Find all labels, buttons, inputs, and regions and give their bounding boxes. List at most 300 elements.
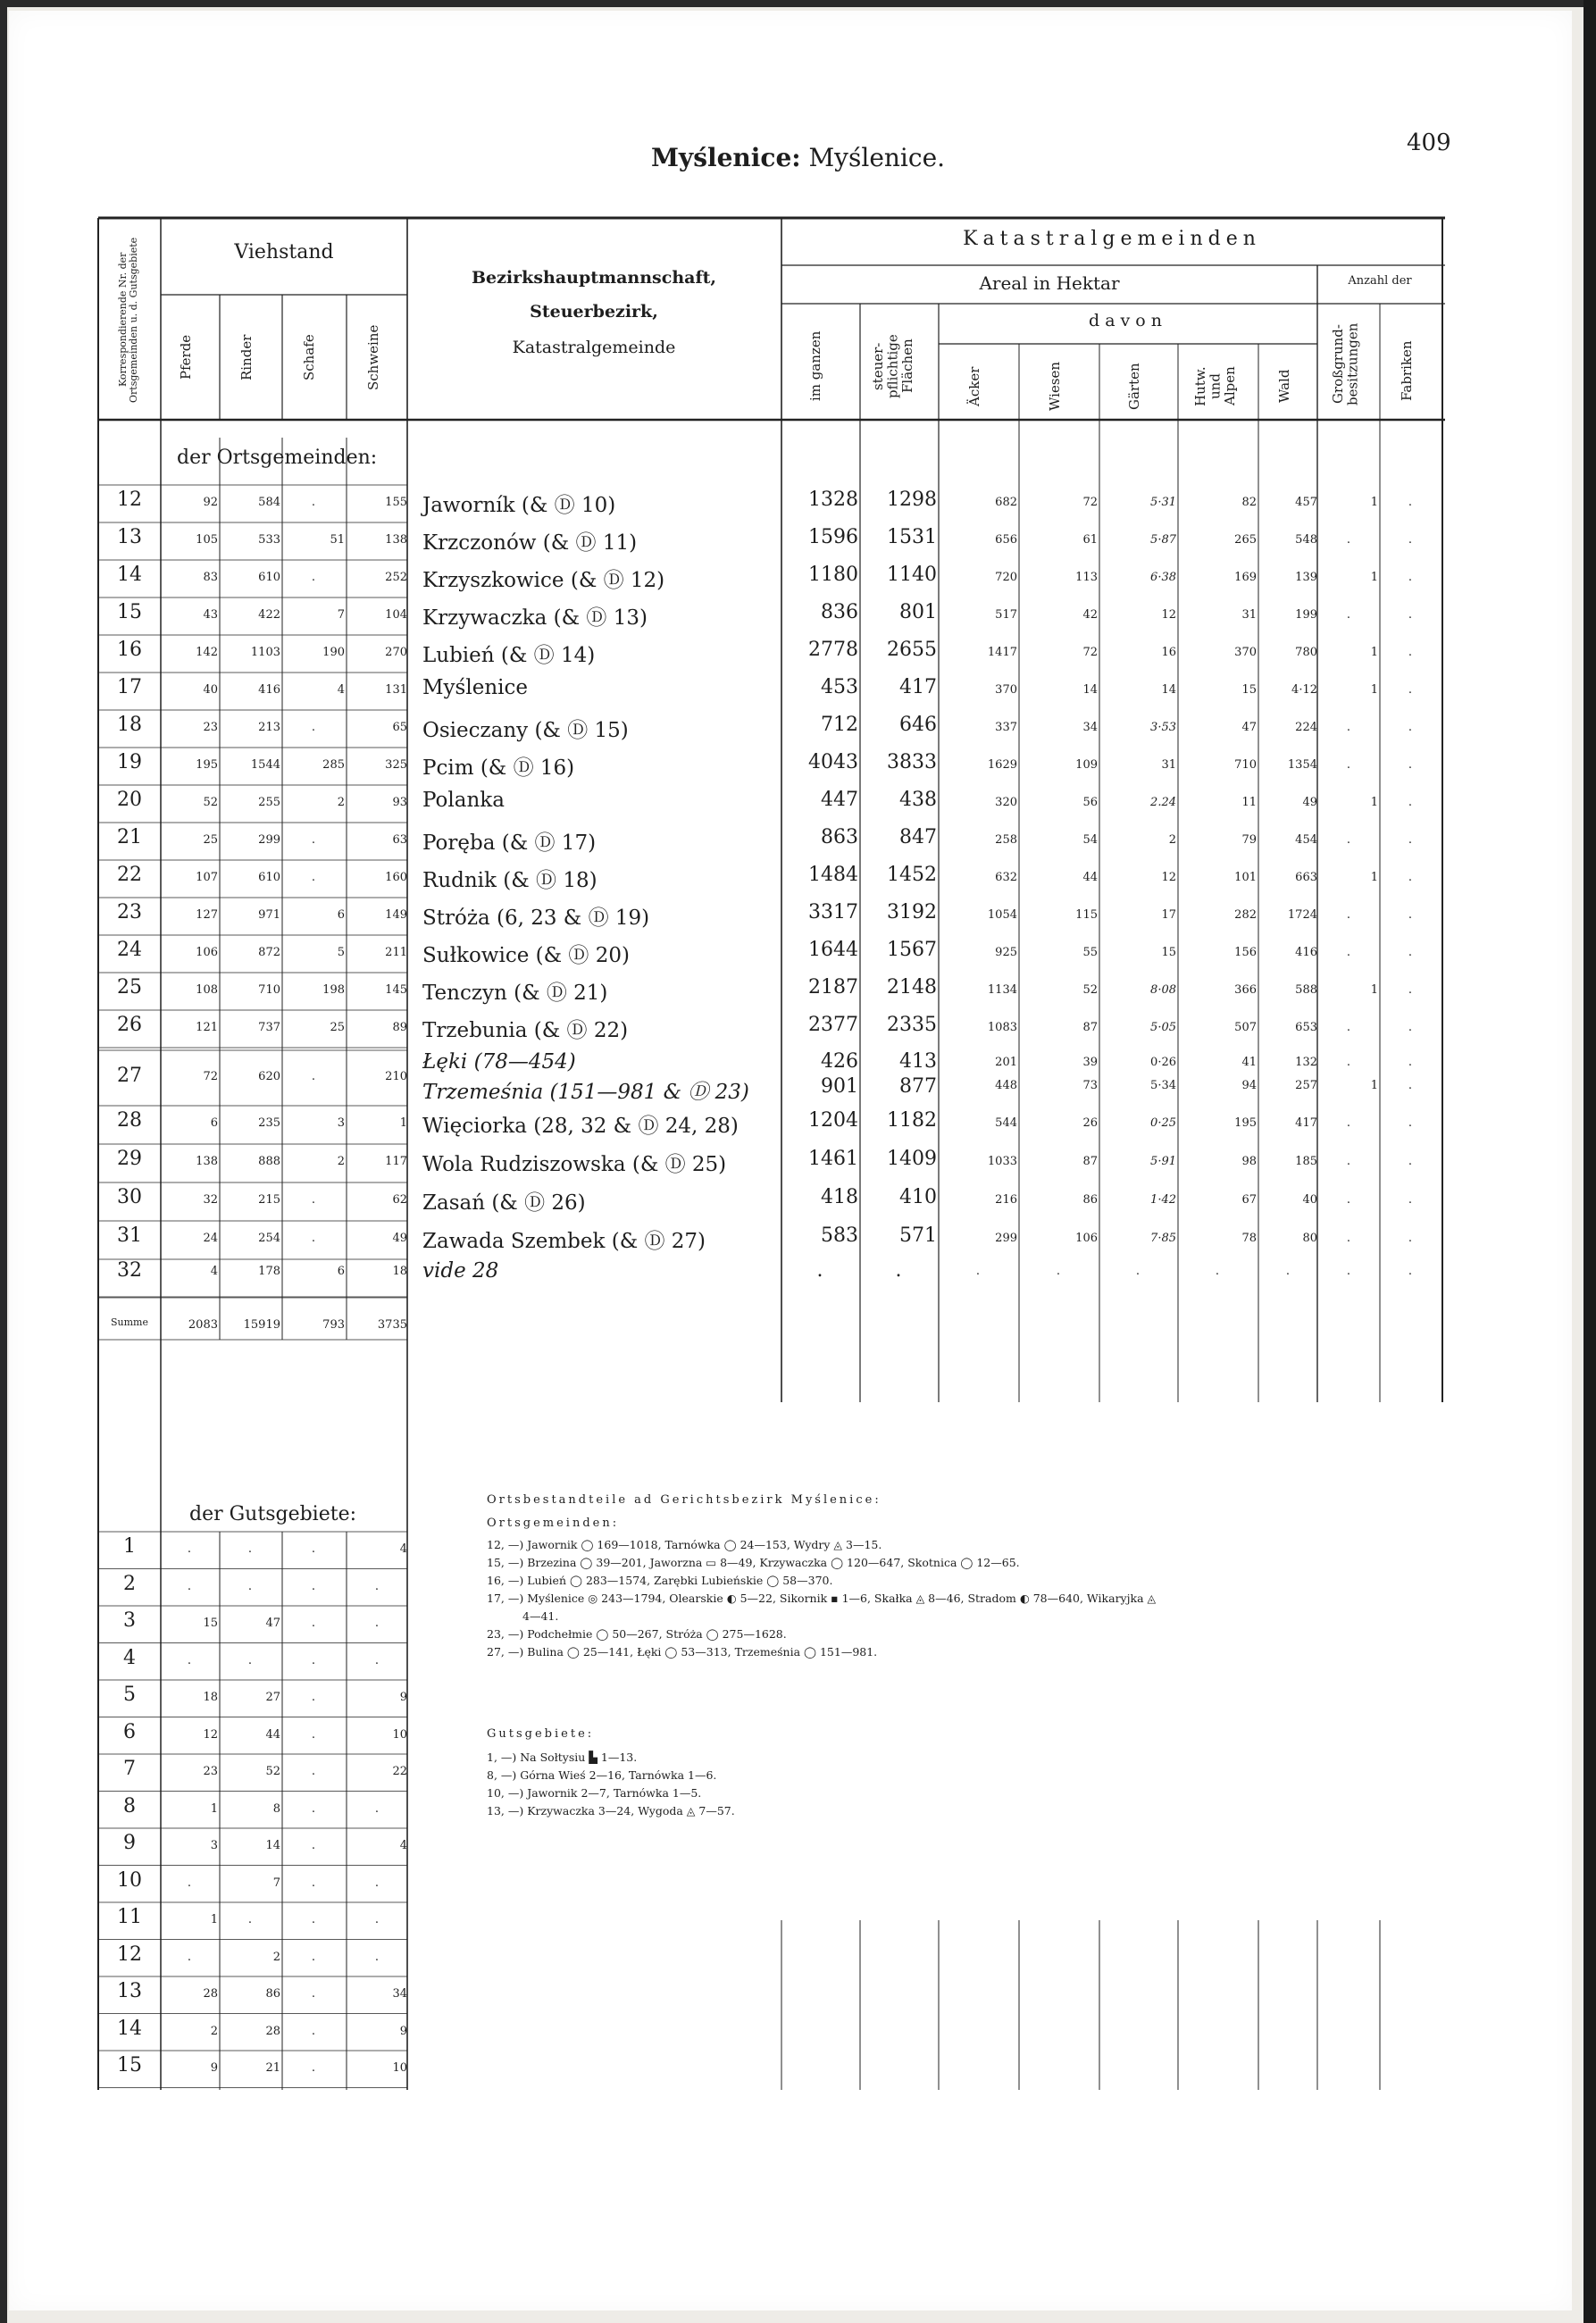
cell-im-ganzen: 2187 — [808, 976, 858, 999]
notes-block — [487, 1492, 1451, 1820]
cell-wiesen: 14 — [1082, 683, 1098, 697]
cell-wiesen: 86 — [1082, 1193, 1098, 1207]
cell-schweine: 252 — [385, 571, 407, 584]
cell-hutweiden: 710 — [1234, 758, 1257, 772]
cell-im-ganzen: 2778 — [808, 639, 858, 661]
cell-grossgrund: . — [1346, 908, 1351, 922]
cell-hutweiden: 101 — [1234, 871, 1257, 884]
cell-fabriken: . — [1408, 758, 1413, 772]
cell-grossgrund: 1 — [1370, 871, 1378, 884]
summe-schafe: 793 — [322, 1318, 345, 1332]
cell-aecker: 544 — [995, 1116, 1017, 1130]
row-nr: 24 — [117, 939, 142, 961]
cell-name-2: Trzemeśnia (151—981 & Ⓓ 23) — [422, 1081, 749, 1104]
cell-wald: 588 — [1295, 983, 1317, 997]
cell-wiesen: 72 — [1082, 496, 1098, 509]
cell-fabriken: . — [1408, 533, 1413, 547]
table-row — [0, 1015, 1596, 1046]
cell-rinder: 1103 — [250, 646, 280, 659]
cell-rinder: 533 — [258, 533, 280, 547]
cell-gaerten: 15 — [1161, 946, 1176, 959]
cell-schafe: . — [311, 1876, 316, 1890]
cell-pferde: 142 — [196, 646, 218, 659]
notes-orts-list — [487, 1536, 1451, 1661]
cell-wald: 224 — [1295, 721, 1317, 734]
cell-wiesen: 115 — [1075, 908, 1098, 922]
cell-fabriken: . — [1408, 1155, 1413, 1168]
cell-pferde: 1 — [210, 1801, 218, 1816]
cell-schafe: . — [311, 1232, 316, 1245]
table-row — [0, 640, 1596, 671]
cell-schafe: 4 — [337, 683, 345, 697]
cell-pferde: 9 — [210, 2061, 218, 2075]
cell-pferde: 43 — [203, 608, 218, 622]
row-nr: 23 — [117, 901, 142, 923]
cell-gaerten: 5·05 — [1150, 1021, 1176, 1034]
cell-grossgrund: . — [1346, 1021, 1351, 1034]
row-nr: 8 — [123, 1794, 136, 1817]
cell-rinder: 888 — [258, 1155, 280, 1168]
cell-pferde: 138 — [196, 1155, 218, 1168]
notes-guts-line: 8, —) Górna Wieś 2—16, Tarnówka 1—6. — [487, 1768, 717, 1782]
row-nr: 6 — [123, 1720, 136, 1743]
cell-name: Zawada Szembek (& Ⓓ 27) — [422, 1230, 706, 1253]
cell-grossgrund-2: 1 — [1370, 1079, 1378, 1092]
cell-steuer: 3192 — [887, 901, 937, 923]
cell-name: Krzywaczka (& Ⓓ 13) — [422, 606, 648, 630]
cell-schafe: 7 — [337, 608, 345, 622]
cell-grossgrund: . — [1346, 1232, 1351, 1245]
cell-wiesen: 34 — [1082, 721, 1098, 734]
cell-wiesen-1: 39 — [1082, 1056, 1098, 1069]
row-nr: 25 — [117, 976, 142, 999]
cell-wiesen: . — [1056, 1265, 1061, 1278]
cell-aecker: 1083 — [987, 1021, 1017, 1034]
cell-schafe: . — [311, 1727, 316, 1742]
cell-hutweiden: 31 — [1241, 608, 1257, 622]
row-nr: 5 — [123, 1684, 136, 1706]
cell-gaerten: 12 — [1161, 871, 1176, 884]
row-nr: 13 — [117, 526, 142, 548]
notes-orts-line: 17, —) Myślenice ◎ 243—1794, Olearskie ◐ 5—22, Sikornik ▪ 1—6, Skałka ◬ 8—46, Stradom ◐ 78—640, Wikaryjka ◬ — [487, 1592, 1157, 1605]
cell-name: Krzczonów (& Ⓓ 11) — [422, 531, 638, 555]
cell-im-ganzen: 1461 — [808, 1148, 858, 1170]
cell-fabriken: . — [1408, 1193, 1413, 1207]
cell-rinder: 872 — [258, 946, 280, 959]
cell-rinder: . — [247, 1542, 253, 1556]
cell-steuer: 801 — [899, 601, 937, 623]
header-schweine: Schweine — [365, 324, 381, 390]
summe-pferde: 2083 — [188, 1318, 218, 1332]
notes-orts-line: 15, —) Brzezina ◯ 39—201, Jaworzna ▭ 8—49, Krzywaczka ◯ 120—647, Skotnica ◯ 12—65. — [487, 1556, 1020, 1569]
cell-gaerten: 12 — [1161, 608, 1176, 622]
cell-wald: 416 — [1295, 946, 1317, 959]
cell-fabriken: . — [1408, 833, 1413, 847]
cell-fabriken: . — [1408, 946, 1413, 959]
cell-schafe: . — [311, 721, 316, 734]
cell-schweine: . — [374, 1876, 380, 1890]
cell-gaerten: 7·85 — [1150, 1232, 1176, 1245]
cell-schweine: 89 — [392, 1021, 407, 1034]
table-row — [0, 903, 1596, 933]
cell-name: Zasań (& Ⓓ 26) — [422, 1191, 586, 1215]
table-row — [0, 1111, 1596, 1141]
cell-pferde: 40 — [203, 683, 218, 697]
cell-aecker: 517 — [995, 608, 1017, 622]
cell-schweine: 155 — [385, 496, 407, 509]
cell-gaerten: 5·91 — [1150, 1155, 1176, 1168]
table-row — [0, 715, 1596, 746]
guts-row — [0, 1832, 1596, 1862]
header-fabriken: Fabriken — [1399, 340, 1415, 401]
header-anzahl: Anzahl der — [1348, 274, 1412, 288]
summe-row — [0, 1313, 1596, 1340]
row-nr: 14 — [117, 2017, 142, 2040]
cell-aecker: 1417 — [987, 646, 1017, 659]
cell-aecker: 1134 — [987, 983, 1017, 997]
cell-im-ganzen: 1204 — [808, 1109, 858, 1132]
cell-gaerten: 2 — [1168, 833, 1176, 847]
row-nr: 15 — [117, 601, 142, 623]
cell-fabriken: . — [1408, 1116, 1413, 1130]
cell-gaerten: 0·25 — [1150, 1116, 1176, 1130]
header-korr: Korrespondierende Nr. der Ortsgemeinden u. d. Gutsgebiete — [117, 237, 140, 403]
cell-wald: 4·12 — [1291, 683, 1317, 697]
cell-schafe: . — [311, 1070, 316, 1083]
cell-wiesen: 109 — [1075, 758, 1098, 772]
row-nr: 22 — [117, 864, 142, 886]
row-nr: 18 — [117, 714, 142, 736]
cell-schweine: 117 — [385, 1155, 407, 1168]
cell-rinder: 620 — [258, 1070, 280, 1083]
cell-hutweiden: 98 — [1241, 1155, 1257, 1168]
table-row — [0, 790, 1596, 821]
cell-gaerten: 16 — [1161, 646, 1176, 659]
cell-aecker: 370 — [995, 683, 1017, 697]
cell-grossgrund: . — [1346, 608, 1351, 622]
cell-rinder: . — [247, 1579, 253, 1593]
table-row — [0, 753, 1596, 783]
cell-im-ganzen: . — [816, 1259, 823, 1282]
header-rinder: Rinder — [238, 334, 255, 380]
cell-aecker: . — [975, 1265, 981, 1278]
guts-row — [0, 2054, 1596, 2085]
cell-fabriken: . — [1408, 1265, 1413, 1278]
cell-rinder: 8 — [272, 1801, 280, 1816]
cell-schweine: 4 — [399, 1542, 407, 1556]
cell-pferde: 15 — [203, 1617, 218, 1630]
cell-steuer: 1452 — [887, 864, 937, 886]
summe-label: Summe — [111, 1316, 148, 1328]
cell-wiesen: 87 — [1082, 1021, 1098, 1034]
cell-schweine: 63 — [392, 833, 407, 847]
table-row — [0, 603, 1596, 633]
cell-aecker: 682 — [995, 496, 1017, 509]
cell-hutweiden: 370 — [1234, 646, 1257, 659]
cell-steuer: 847 — [899, 826, 937, 848]
cell-fabriken-2: . — [1408, 1079, 1413, 1092]
cell-pferde: . — [187, 1876, 192, 1890]
cell-wiesen: 55 — [1082, 946, 1098, 959]
cell-wiesen-2: 73 — [1082, 1079, 1098, 1092]
cell-schafe: 2 — [337, 796, 345, 809]
cell-grossgrund: . — [1346, 1193, 1351, 1207]
row-nr: 12 — [117, 1943, 142, 1966]
cell-rinder: 610 — [258, 871, 280, 884]
cell-wald: 417 — [1295, 1116, 1317, 1130]
cell-im-ganzen-1: 426 — [821, 1050, 858, 1073]
cell-schafe: 3 — [337, 1116, 345, 1130]
cell-schweine: 10 — [392, 2061, 407, 2075]
cell-wiesen: 56 — [1082, 796, 1098, 809]
cell-grossgrund: 1 — [1370, 496, 1378, 509]
cell-rinder: 27 — [265, 1691, 280, 1704]
header-katastralgemeinden: Katastralgemeinden — [963, 228, 1261, 250]
cell-steuer: 1140 — [887, 564, 937, 586]
cell-name-1: Łęki (78—454) — [422, 1050, 576, 1074]
row-nr: 13 — [117, 1980, 142, 2002]
cell-name: Myślenice — [422, 676, 528, 699]
cell-fabriken: . — [1408, 1021, 1413, 1034]
cell-wald-2: 257 — [1295, 1079, 1317, 1092]
cell-schweine: 18 — [392, 1265, 407, 1278]
cell-gaerten: 17 — [1161, 908, 1176, 922]
header-davon: davon — [1089, 311, 1167, 330]
notes-title: Ortsbestandteile ad Gerichtsbezirk Myślenice: — [487, 1493, 882, 1507]
cell-hutweiden: 282 — [1234, 908, 1257, 922]
cell-pferde: 127 — [196, 908, 218, 922]
cell-gaerten: 8·08 — [1150, 983, 1176, 997]
cell-schafe: . — [311, 1542, 316, 1556]
cell-pferde: 108 — [196, 983, 218, 997]
cell-hutweiden: 15 — [1241, 683, 1257, 697]
cell-schweine: 211 — [385, 946, 407, 959]
notes-guts-line: 1, —) Na Sołtysiu ▙ 1—13. — [487, 1751, 638, 1764]
cell-pferde: 1 — [210, 1913, 218, 1926]
cell-name: Pcim (& Ⓓ 16) — [422, 756, 575, 780]
cell-steuer: 1567 — [887, 939, 937, 961]
cell-wald: . — [1285, 1265, 1291, 1278]
cell-rinder: 416 — [258, 683, 280, 697]
cell-wald: 1354 — [1287, 758, 1317, 772]
cell-schafe: . — [311, 2024, 316, 2038]
cell-wald: 80 — [1302, 1232, 1317, 1245]
cell-name: Więciorka (28, 32 & Ⓓ 24, 28) — [422, 1115, 739, 1138]
cell-hutweiden: 11 — [1241, 796, 1257, 809]
cell-fabriken: . — [1408, 646, 1413, 659]
cell-name: Trzebunia (& Ⓓ 22) — [422, 1019, 629, 1042]
cell-schweine: . — [374, 1579, 380, 1593]
cell-grossgrund: . — [1346, 721, 1351, 734]
row-nr: 9 — [123, 1832, 136, 1854]
cell-rinder: 14 — [265, 1839, 280, 1852]
header-viehstand: Viehstand — [234, 241, 334, 263]
table-row-32 — [0, 1259, 1596, 1290]
page-number: 409 — [1407, 130, 1451, 156]
header-grossgrund: Großgrund-besitzungen — [1330, 322, 1361, 405]
cell-steuer: 2655 — [887, 639, 937, 661]
cell-im-ganzen: 447 — [821, 789, 858, 811]
cell-gaerten: 14 — [1161, 683, 1176, 697]
cell-aecker: 299 — [995, 1232, 1017, 1245]
header-im-ganzen: im ganzen — [807, 330, 823, 402]
cell-schweine: . — [374, 1801, 380, 1816]
cell-aecker: 632 — [995, 871, 1017, 884]
row-nr: 29 — [117, 1148, 142, 1170]
cell-gaerten: 31 — [1161, 758, 1176, 772]
cell-schafe: 51 — [330, 533, 345, 547]
cell-name: Poręba (& Ⓓ 17) — [422, 831, 597, 855]
cell-gaerten: 1·42 — [1150, 1193, 1176, 1207]
cell-pferde: 121 — [196, 1021, 218, 1034]
cell-rinder: 44 — [265, 1727, 280, 1742]
cell-schafe: . — [311, 1765, 316, 1778]
cell-schweine: 65 — [392, 721, 407, 734]
header-steuerpflichtige: steuer-pflichtige Flächen — [870, 334, 915, 398]
cell-rinder: 710 — [258, 983, 280, 997]
cell-pferde: . — [187, 1542, 192, 1556]
cell-pferde: . — [187, 1653, 192, 1667]
cell-name: Rudnik (& Ⓓ 18) — [422, 869, 597, 892]
cell-hutweiden: 47 — [1241, 721, 1257, 734]
notes-orts-line: 23, —) Podchełmie ◯ 50—267, Stróża ◯ 275—1628. — [487, 1627, 787, 1641]
cell-wiesen: 26 — [1082, 1116, 1098, 1130]
cell-fabriken: . — [1408, 721, 1413, 734]
cell-steuer: 438 — [899, 789, 937, 811]
cell-schweine: 325 — [385, 758, 407, 772]
cell-schafe: . — [311, 1801, 316, 1816]
notes-orts-line: 27, —) Bulina ◯ 25—141, Łęki ◯ 53—313, Trzemeśnia ◯ 151—981. — [487, 1645, 878, 1659]
cell-fabriken: . — [1408, 908, 1413, 922]
row-nr: 4 — [123, 1646, 136, 1669]
cell-schweine: 9 — [399, 2024, 407, 2038]
cell-grossgrund: . — [1346, 946, 1351, 959]
cell-schafe: . — [311, 1193, 316, 1207]
guts-row — [0, 2018, 1596, 2048]
cell-schafe: . — [311, 1913, 316, 1926]
row-nr: 11 — [117, 1906, 142, 1928]
cell-wald: 653 — [1295, 1021, 1317, 1034]
cell-schafe: . — [311, 1653, 316, 1667]
cell-fabriken: . — [1408, 871, 1413, 884]
cell-rinder: 254 — [258, 1232, 280, 1245]
cell-pferde: 2 — [210, 2024, 218, 2038]
section-ortsgemeinden: der Ortsgemeinden: — [177, 447, 378, 469]
cell-steuer: 1182 — [887, 1109, 937, 1132]
cell-steuer: 1298 — [887, 489, 937, 511]
cell-pferde: 18 — [203, 1691, 218, 1704]
cell-aecker: 337 — [995, 721, 1017, 734]
cell-aecker: 1033 — [987, 1155, 1017, 1168]
cell-grossgrund: 1 — [1370, 983, 1378, 997]
cell-aecker: 925 — [995, 946, 1017, 959]
cell-schafe: . — [311, 1987, 316, 2001]
cell-pferde: . — [187, 1579, 192, 1593]
cell-hutweiden: 82 — [1241, 496, 1257, 509]
cell-name: Polanka — [422, 789, 505, 812]
header-areal: Areal in Hektar — [979, 272, 1120, 294]
cell-steuer: 2335 — [887, 1014, 937, 1036]
cell-schweine: 4 — [399, 1839, 407, 1852]
row-nr: 16 — [117, 639, 142, 661]
cell-pferde: . — [187, 1950, 192, 1964]
cell-fabriken: . — [1408, 983, 1413, 997]
cell-wald: 663 — [1295, 871, 1317, 884]
header-aecker: Äcker — [966, 366, 982, 406]
cell-schafe: . — [311, 2061, 316, 2075]
cell-wiesen: 72 — [1082, 646, 1098, 659]
guts-row — [0, 1906, 1596, 1936]
cell-name: Sułkowice (& Ⓓ 20) — [422, 944, 630, 967]
cell-steuer: 2148 — [887, 976, 937, 999]
cell-gaerten: 6·38 — [1150, 571, 1176, 584]
cell-gaerten-1: 0·26 — [1150, 1056, 1176, 1069]
cell-schweine: . — [374, 1950, 380, 1964]
cell-gaerten: . — [1135, 1265, 1141, 1278]
cell-grossgrund: 1 — [1370, 646, 1378, 659]
notes-guts-list — [487, 1749, 1451, 1820]
cell-hutweiden-1: 41 — [1241, 1056, 1257, 1069]
cell-schafe: . — [311, 833, 316, 847]
notes-guts-title: Gutsgebiete: — [487, 1727, 595, 1741]
cell-rinder: 7 — [272, 1876, 280, 1890]
cell-name: Krzyszkowice (& Ⓓ 12) — [422, 569, 665, 592]
cell-steuer: . — [895, 1259, 902, 1282]
cell-hutweiden: 366 — [1234, 983, 1257, 997]
cell-rinder: 213 — [258, 721, 280, 734]
cell-wiesen: 44 — [1082, 871, 1098, 884]
cell-pferde: 23 — [203, 721, 218, 734]
row-nr: 3 — [123, 1609, 136, 1632]
header-gaerten: Gärten — [1126, 363, 1142, 410]
cell-grossgrund: . — [1346, 1265, 1351, 1278]
table-row — [0, 678, 1596, 708]
cell-pferde: 52 — [203, 796, 218, 809]
cell-fabriken-1: . — [1408, 1056, 1413, 1069]
cell-aecker-2: 448 — [995, 1079, 1017, 1092]
table-row — [0, 1226, 1596, 1257]
cell-schafe: 198 — [322, 983, 345, 997]
cell-hutweiden: 169 — [1234, 571, 1257, 584]
cell-name: Wola Rudziszowska (& Ⓓ 25) — [422, 1153, 727, 1176]
cell-pferde: 83 — [203, 571, 218, 584]
cell-grossgrund: 1 — [1370, 683, 1378, 697]
cell-aecker: 258 — [995, 833, 1017, 847]
cell-schweine: 34 — [392, 1987, 407, 2001]
cell-schafe: 25 — [330, 1021, 345, 1034]
cell-steuer: 1531 — [887, 526, 937, 548]
cell-rinder: 584 — [258, 496, 280, 509]
cell-wiesen: 42 — [1082, 608, 1098, 622]
header-bh-line1: Bezirkshauptmannschaft, — [471, 268, 717, 288]
cell-rinder: 235 — [258, 1116, 280, 1130]
cell-rinder: 610 — [258, 571, 280, 584]
cell-fabriken: . — [1408, 496, 1413, 509]
row-nr: 28 — [117, 1109, 142, 1132]
cell-im-ganzen: 4043 — [808, 751, 858, 773]
table-row — [0, 1188, 1596, 1218]
cell-name: Stróża (6, 23 & Ⓓ 19) — [422, 907, 650, 930]
cell-pferde: 105 — [196, 533, 218, 547]
header-hutw-alpen: Hutw. und Alpen — [1192, 366, 1238, 406]
cell-grossgrund: . — [1346, 758, 1351, 772]
cell-im-ganzen: 1644 — [808, 939, 858, 961]
cell-wiesen: 106 — [1075, 1232, 1098, 1245]
cell-schafe: . — [311, 1839, 316, 1852]
cell-schweine: 10 — [392, 1727, 407, 1742]
notes-orts-line: 16, —) Lubień ◯ 283—1574, Zarębki Lubieńskie ◯ 58—370. — [487, 1574, 833, 1587]
row-nr: 2 — [123, 1572, 136, 1595]
